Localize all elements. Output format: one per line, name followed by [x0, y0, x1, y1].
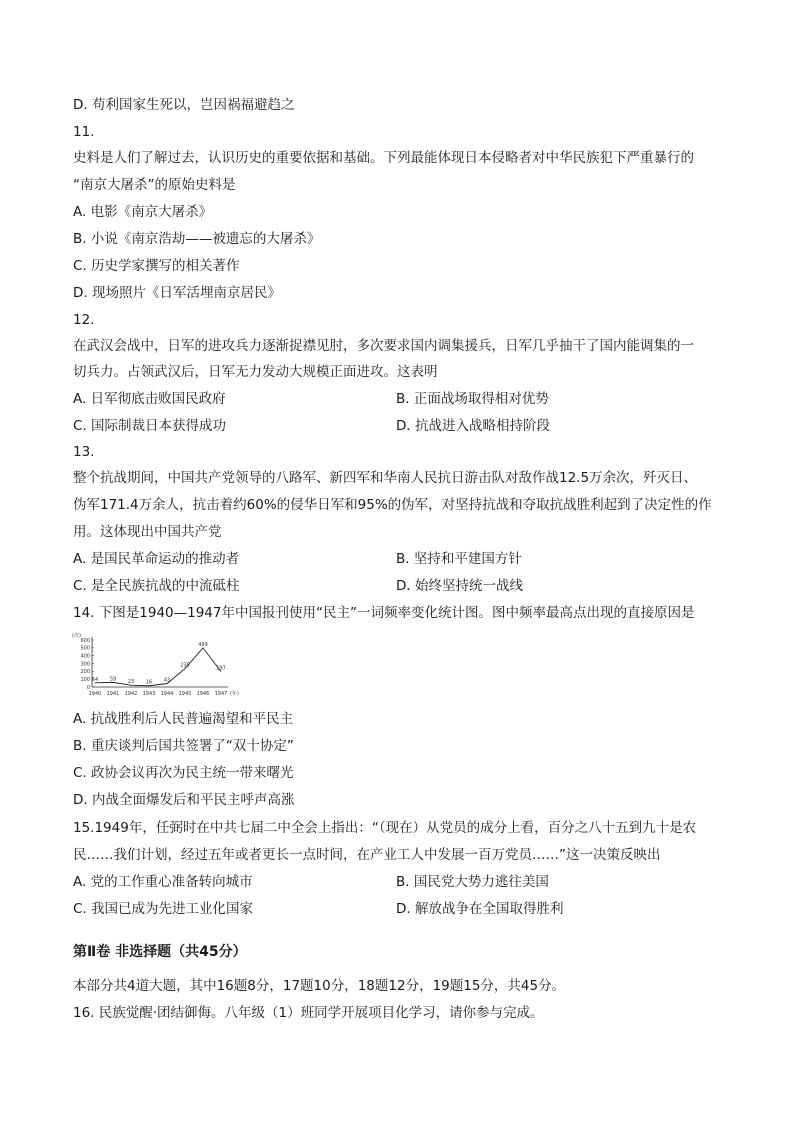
q14-frequency-chart: [70, 632, 250, 704]
q16-stem: 16. 民族觉醒·团结御侮。八年级（1）班同学开展项目化学习，请你参与完成。: [73, 1005, 544, 1021]
q13-option-c: C. 是全民族抗战的中流砥柱: [73, 578, 240, 594]
data-label: 59: [109, 676, 117, 683]
q15-option-b: B. 国民党大势力逃往美国: [396, 874, 549, 890]
q11-stem-line2: “南京大屠杀”的原始史料是: [73, 177, 236, 193]
q12-number: 12.: [73, 312, 95, 328]
q15-option-d: D. 解放战争在全国取得胜利: [396, 901, 564, 917]
q13-number: 13.: [73, 444, 95, 460]
q11-option-d: D. 现场照片《日军活埋南京居民》: [73, 285, 281, 301]
q12-option-a: A. 日军彻底击败国民政府: [73, 391, 226, 407]
y-tick-label: 500: [80, 645, 90, 652]
data-label: 197: [216, 665, 226, 672]
q14-option-a: A. 抗战胜利后人民普遍渴望和平民主: [73, 711, 294, 727]
data-label: 499: [198, 641, 208, 648]
q13-stem-line2: 伪军171.4万余人，抗击着约60%的侵华日军和95%的伪军，对坚持抗战和夺取抗战胜利起到了决定性的作: [73, 497, 712, 513]
q12-option-b: B. 正面战场取得相对优势: [396, 391, 549, 407]
y-tick-label: 200: [80, 669, 90, 676]
q11-stem-line1: 史料是人们了解过去，认识历史的重要依据和基础。下列最能体现日本侵略者对中华民族犯下严重暴行的: [73, 150, 694, 166]
section-instructions: 本部分共4道大题，其中16题8分，17题10分，18题12分，19题15分，共45分。: [73, 978, 566, 994]
y-tick-label: 300: [80, 661, 90, 668]
x-tick-label: 1942: [124, 691, 138, 697]
q13-option-b: B. 坚持和平建国方针: [396, 551, 522, 567]
data-label: 54: [91, 676, 99, 683]
q12-stem-line2: 切兵力。占领武汉后，日军无力发动大规模正面进攻。这表明: [73, 364, 438, 380]
y-tick-label: 600: [80, 637, 90, 644]
y-tick-label: 0: [86, 684, 90, 691]
y-axis-unit-label: (次): [72, 633, 81, 639]
q14-option-b: B. 重庆谈判后国共签署了“双十协定”: [73, 738, 294, 754]
data-label: 16: [145, 679, 153, 686]
x-tick-label: 1940: [88, 691, 102, 697]
q11-number: 11.: [73, 124, 95, 140]
q12-option-c: C. 国际制裁日本获得成功: [73, 418, 227, 434]
q11-option-a: A. 电影《南京大屠杀》: [73, 204, 213, 220]
data-label: 23: [127, 679, 135, 686]
x-tick-label: 1946: [196, 691, 210, 697]
x-tick-label: 1947: [214, 691, 228, 697]
q14-option-c: C. 政协会议再次为民主统一带来曙光: [73, 765, 294, 781]
q14-stem: 14. 下图是1940—1947年中国报刊使用“民主”一词频率变化统计图。图中频率最高点出现的直接原因是: [73, 605, 695, 621]
x-tick-label: 1944: [160, 691, 174, 697]
q11-option-c: C. 历史学家撰写的相关著作: [73, 258, 240, 274]
x-tick-label: 1943: [142, 691, 156, 697]
q15-option-a: A. 党的工作重心准备转向城市: [73, 874, 253, 890]
q13-option-d: D. 始终坚持统一战线: [396, 578, 523, 594]
y-tick-label: 100: [80, 676, 90, 683]
data-label: 235: [180, 662, 190, 669]
q10-option-d: D. 苟利国家生死以，岂因祸福避趋之: [73, 97, 295, 113]
q14-option-d: D. 内战全面爆发后和平民主呼声高涨: [73, 792, 295, 808]
q13-stem-line3: 用。这体现出中国共产党: [73, 524, 222, 540]
q12-option-d: D. 抗战进入战略相持阶段: [396, 418, 550, 434]
q12-stem-line1: 在武汉会战中，日军的进攻兵力逐渐捉襟见肘，多次要求国内调集援兵，日军几乎抽干了国内能调集的一: [73, 338, 694, 354]
q13-stem-line1: 整个抗战期间，中国共产党领导的八路军、新四军和华南人民抗日游击队对敌作战12.5万余次，歼灭日、: [73, 470, 698, 486]
y-tick-label: 400: [80, 653, 90, 660]
data-label: 43: [163, 677, 171, 684]
x-axis-unit-label: (年): [230, 691, 239, 697]
q11-option-b: B. 小说《南京浩劫——被遗忘的大屠杀》: [73, 231, 321, 247]
x-tick-label: 1941: [106, 691, 120, 697]
q13-option-a: A. 是国民革命运动的推动者: [73, 551, 240, 567]
q15-option-c: C. 我国已成为先进工业化国家: [73, 901, 254, 917]
q15-stem-line1: 15.1949年，任弼时在中共七届二中全会上指出：“（现在）从党员的成分上看，百分之八十五到九十是农: [73, 820, 697, 836]
section-title: 第Ⅱ卷 非选择题（共45分）: [73, 944, 247, 960]
x-tick-label: 1945: [178, 691, 192, 697]
q15-stem-line2: 民……我们计划，经过五年或者更长一点时间，在产业工人中发展一百万党员……”这一决策反映出: [73, 847, 661, 863]
